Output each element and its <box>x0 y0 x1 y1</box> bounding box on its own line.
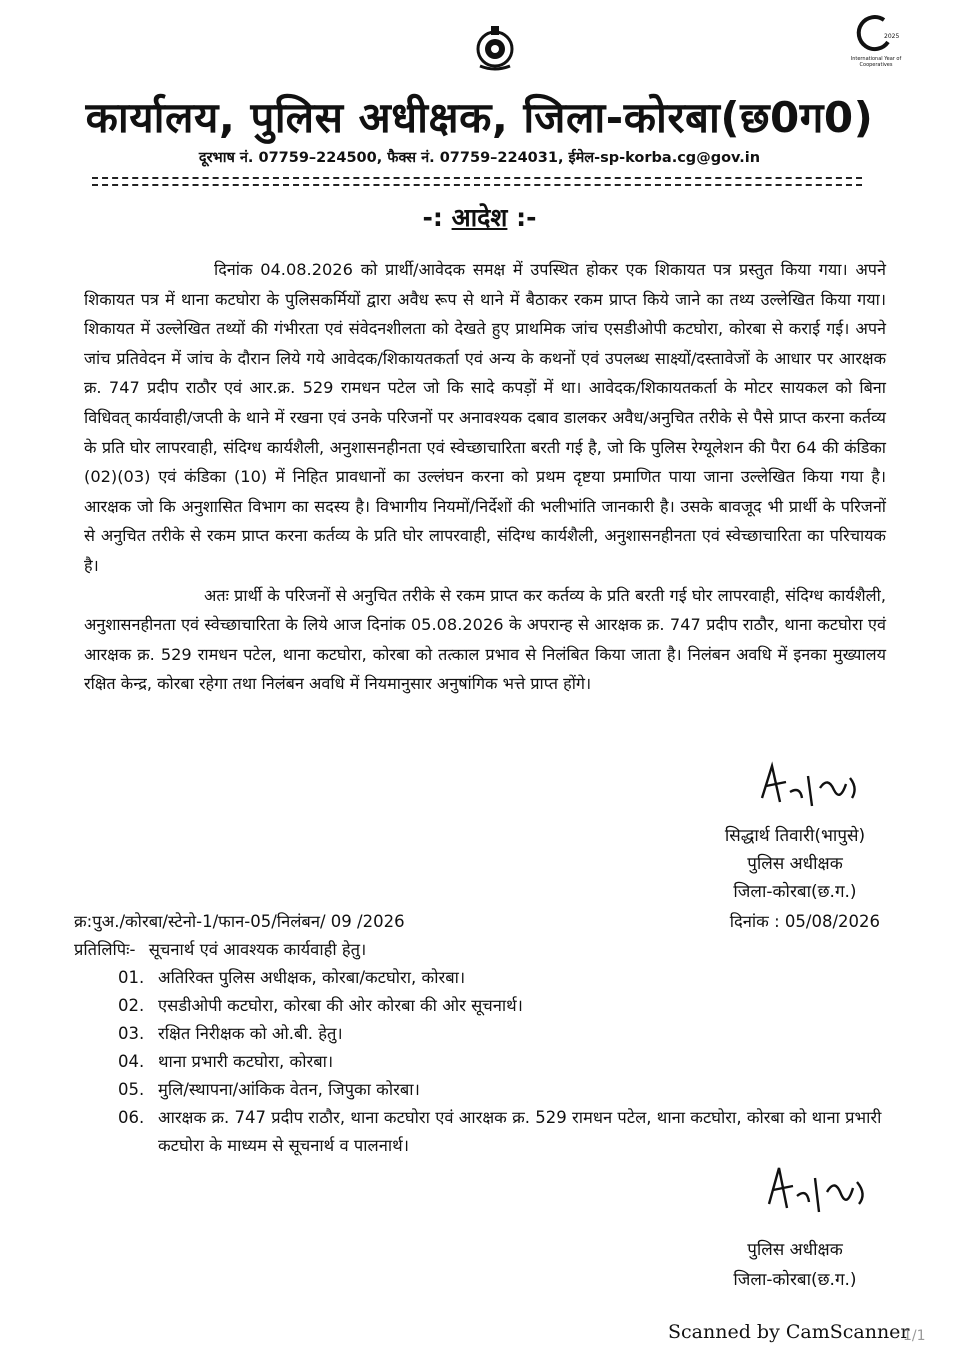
order-heading-suffix: :- <box>516 203 537 232</box>
signatory-name: सिद्धार्थ तिवारी(भापुसे) <box>724 826 866 846</box>
footer-district: जिला-कोरबा(छ.ग.) <box>733 1270 857 1290</box>
copy-label: प्रतिलिपिः- <box>74 940 136 959</box>
list-item: 05. मुलि/स्थापना/आंकिक वेतन, जिपुका कोरबा। <box>118 1080 420 1099</box>
contact-line: दूरभाष नं. 07759–224500, फैक्स नं. 07759–224031, ईमेल-sp-korba.cg@gov.in <box>198 150 761 166</box>
reference-number: क्र:पुअ./कोरबा/स्टेनो-1/फान-05/निलंबन/ 09 /2026 <box>74 912 405 931</box>
order-heading-prefix: -: <box>422 203 443 232</box>
scanner-watermark: Scanned by CamScanner <box>668 1321 910 1343</box>
list-item: 03. रक्षित निरीक्षक को ओ.बी. हेतु। <box>118 1024 343 1043</box>
order-paragraph-2: अतः प्रार्थी के परिजनों से अनुचित तरीके से रकम प्राप्त कर कर्तव्य के प्रति बरती गई घोर लापरवाही, संदिग्ध कार्यशैली, अनुशासनहीनता एवं स्वेच्छाचारिता के लिये आज दिनांक 05.08.2026 के अपरान्ह से आरक्षक क्र. 747 प्रदीप राठौर, थाना कटघोरा एवं आरक्षक क्र. 529 रामधन पटेल, थाना कटघोरा, कोरबा को तत्काल प्रभाव से निलंबित किया जाता है। निलंबन अवधि में इनका मुख्यालय रक्षित केन्द्र, कोरबा रहेगा तथा निलंबन अवधि में नियमानुसार अनुषांगिक भत्ते प्राप्त होंगे। <box>84 585 886 694</box>
order-paragraph-1: दिनांक 04.08.2026 को प्रार्थी/आवेदक समक्ष में उपस्थित होकर एक शिकायत पत्र प्रस्तुत किया गया। अपने शिकायत पत्र में थाना कटघोरा के पुलिसकर्मियों द्वारा अवैध रूप से थाने में बैठाकर रकम प्राप्त किये जाने का तथ्य उल्लेखित किया गया। शिकायत में उल्लेखित तथ्यों की गंभीरता एवं संवेदनशीलता को देखते हुए प्राथमिक जांच एसडीओपी कटघोरा, कोरबा से कराई गई। अपने जांच प्रतिवेदन में जांच के दौरान लिये गये आवेदक/शिकायतकर्ता एवं अन्य के कथनों एवं उपलब्ध साक्ष्यों/दस्तावेजों के आधार पर आरक्षक क्र. 747 प्रदीप राठौर एवं आर.क्र. 529 रामधन पटेल जो कि सादे कपड़ों में था। आवेदक/शिकायतकर्ता के मोटर सायकल को बिना विधिवत् कार्यवाही/जप्ती के थाने में रखना एवं उनके परिजनों पर अनावश्यक दबाव डालकर अवैध/अनुचित तरीके से पैसे प्राप्त करना कर्तव्य के प्रति घोर लापरवाही, संदिग्ध कार्यशैली, अनुशासनहीनता एवं स्वेच्छाचारिता बरती गई है, जो कि पुलिस रेग्यूलेशन की पैरा 64 की कंडिका (02)(03) एवं कंडिका (10) में निहित प्रावधानों का उल्लंघन करना को प्रथम दृष्टया प्रमाणित पाया जाना उल्लेखित किया गया है। आरक्षक जो कि अनुशासित विभाग का सदस्य है। विभागीय नियमों/निर्देशों की भलीभांति जानकारी है। उसके बावजूद भी प्रार्थी के परिजनों से अनुचित तरीके से रकम प्राप्त करना कर्तव्य के प्रति घोर लापरवाही, संदिग्ध कार्यशैली, अनुशासनहीनता एवं स्वेच्छाचारिता का परिचायक है। <box>84 260 886 575</box>
footer-designation: पुलिस अधीक्षक <box>747 1240 843 1260</box>
header-divider <box>92 177 862 186</box>
office-title: कार्यालय, पुलिस अधीक्षक, जिला-कोरबा(छ0ग0) <box>85 93 874 142</box>
list-item: 04. थाना प्रभारी कटघोरा, कोरबा। <box>118 1052 334 1071</box>
signatory-district: जिला-कोरबा(छ.ग.) <box>733 882 857 902</box>
list-item: 06. आरक्षक क्र. 747 प्रदीप राठौर, थाना कटघोरा एवं आरक्षक क्र. 529 रामधन पटेल, थाना कटघोरा, कोरबा को थाना प्रभारी कटघोरा के माध्यम से सूचनार्थ व पालनार्थ। <box>118 1108 882 1155</box>
signature-icon <box>750 758 880 818</box>
iyc-logo <box>848 12 904 78</box>
order-body <box>84 255 886 699</box>
footer-signatory-block <box>690 1235 900 1295</box>
page-indicator: 1/1 <box>903 1328 926 1344</box>
signatory-designation: पुलिस अधीक्षक <box>747 854 843 874</box>
order-heading-word: आदेश <box>451 203 508 232</box>
reference-date: दिनांक : 05/08/2026 <box>729 912 880 931</box>
iyc-logo-icon <box>848 12 904 56</box>
reference-line <box>74 908 904 936</box>
signatory-block <box>690 822 900 906</box>
distribution-block <box>74 908 904 1160</box>
list-item: 02. एसडीओपी कटघोरा, कोरबा की ओर कोरबा की ओर सूचनार्थ। <box>118 996 523 1015</box>
copy-list <box>74 964 904 1160</box>
copy-header <box>74 936 904 964</box>
iyc-logo-text: International Year of Cooperatives <box>850 56 902 68</box>
list-item: 01. अतिरिक्त पुलिस अधीक्षक, कोरबा/कटघोरा, कोरबा। <box>118 968 466 987</box>
order-heading <box>0 200 959 234</box>
copy-purpose: सूचनार्थ एवं आवश्यक कार्यवाही हेतु। <box>148 940 367 959</box>
signature-icon <box>755 1158 885 1228</box>
iyc-logo-year: 2025 <box>884 33 900 40</box>
police-emblem-icon <box>470 22 520 72</box>
